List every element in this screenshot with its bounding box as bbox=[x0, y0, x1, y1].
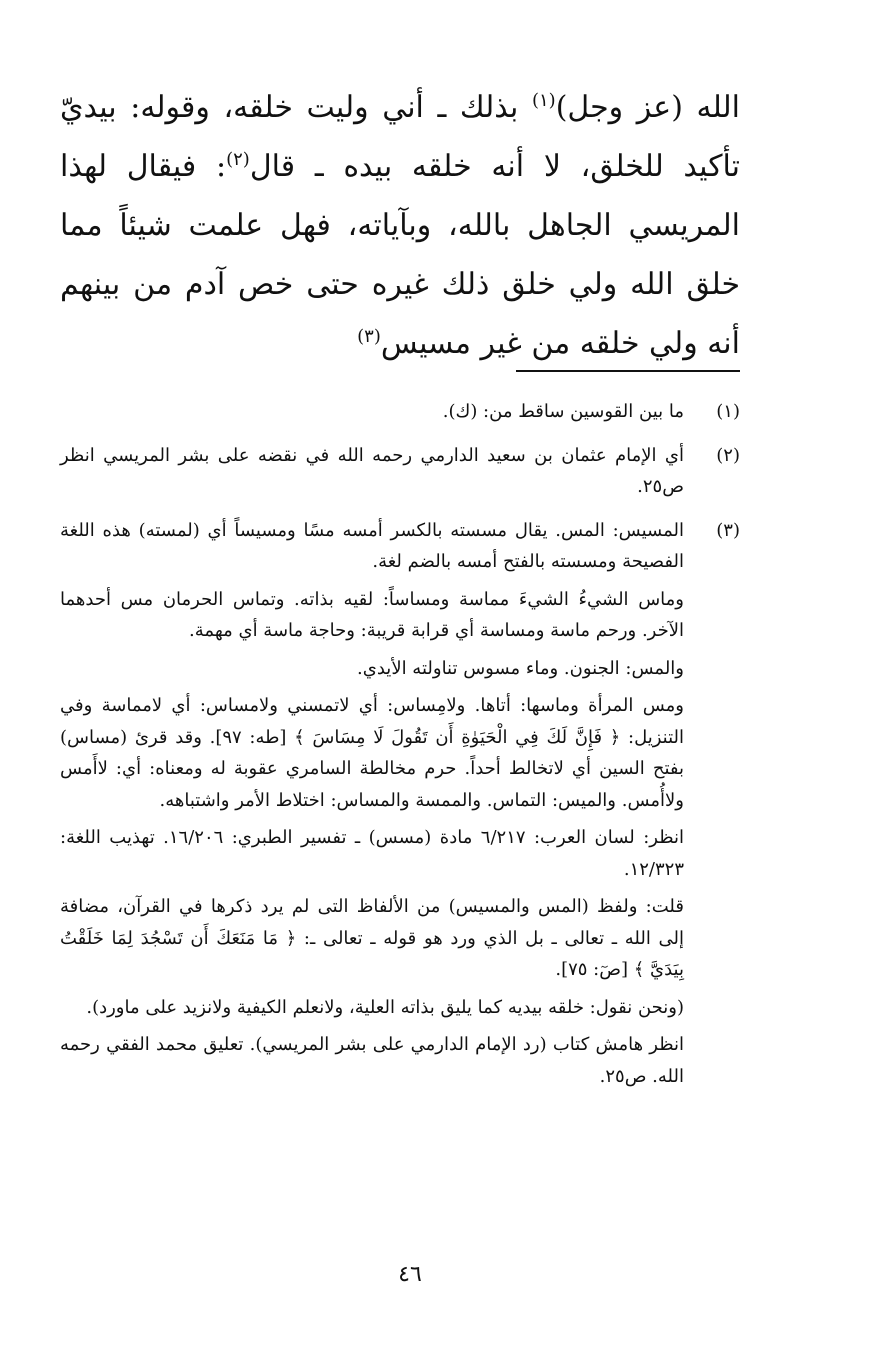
footnote-ref-2[interactable]: (٢) bbox=[226, 149, 250, 170]
main-text-part-3: : فيقال لهذا المريسي الجاهل بالله، وبآياته، فهل علمت شيئاً مما خلق الله ولي خلق ذلك غيره حتى خص آدم من بينهم أنه ولي خلقه من غير مسيس bbox=[60, 149, 740, 361]
footnote-separator bbox=[516, 370, 740, 372]
footnote-paragraph: والمس: الجنون. وماء مسوس تناولته الأيدي. bbox=[357, 657, 684, 679]
footnote-paragraph: أي الإمام عثمان بن سعيد الدارمي رحمه الله في نقضه على بشر المريسي انظر ص٢٥. bbox=[60, 444, 684, 497]
footnote-paragraph: (ونحن نقول: خلقه بيديه كما يليق بذاته العلية، ولانعلم الكيفية ولانزيد على ماورد). bbox=[86, 996, 684, 1018]
main-paragraph bbox=[60, 78, 740, 373]
footnote-ref-3[interactable]: (٣) bbox=[357, 326, 381, 347]
footnote-number: (١) bbox=[716, 401, 740, 422]
main-text bbox=[60, 78, 740, 373]
book-page bbox=[60, 78, 740, 1318]
footnote-paragraph: المسيس: المس. يقال مسسته بالكسر أمسه مسًا ومسيساً أي (لمسته) هذه اللغة الفصيحة ومسسته بالفتح أمسه بالضم لغة. bbox=[60, 519, 684, 572]
footnote-paragraph: وماس الشيءُ الشيءَ مماسة ومساساً: لقيه بذاته. وتماس الحرمان مس أحدهما الآخر. ورحم ماسة ومساسة أي قرابة قريبة: وحاجة ماسة أي مهمة. bbox=[60, 588, 684, 641]
footnote-paragraph: قلت: ولفظ (المس والمسيس) من الألفاظ التى لم يرد ذكرها في القرآن، مضافة إلى الله ـ تعالى ـ بل الذي ورد هو قوله ـ تعالى ـ: ﴿ مَا مَنَعَكَ أَن تَسْجُدَ لِمَا خَلَقْتُ بِيَدَيَّ ﴾ [صٓ: ٧٥]. bbox=[60, 896, 684, 980]
main-text-part-2: بذلك ـ أني وليت خلقه، وقوله: بيديّ تأكيد للخلق، لا أنه خلقه بيده ـ قال bbox=[60, 90, 740, 184]
footnote-1 bbox=[60, 396, 740, 434]
footnote-paragraph: ما بين القوسين ساقط من: (ك). bbox=[442, 401, 684, 422]
footnote-paragraph: انظر: لسان العرب: ٦/٢١٧ مادة (مسس) ـ تفسير الطبري: ١٦/٢٠٦. تهذيب اللغة: ١٢/٣٢٣. bbox=[60, 827, 685, 880]
page-number: ٤٦ bbox=[398, 1262, 422, 1287]
footnote-number: (٣) bbox=[716, 519, 740, 541]
footnote-body bbox=[60, 515, 684, 1099]
footnote-paragraph: انظر هامش كتاب (رد الإمام الدارمي على بشر المريسي). تعليق محمد الفقي رحمه الله. ص٢٥. bbox=[60, 1034, 684, 1087]
main-text-part-1: الله (عز وجل) bbox=[555, 90, 740, 125]
footnote-ref-1[interactable]: (١) bbox=[531, 90, 556, 111]
footnote-2 bbox=[60, 440, 740, 509]
footnotes bbox=[60, 396, 740, 1104]
footnote-body bbox=[60, 396, 684, 434]
footnote-number: (٢) bbox=[716, 444, 740, 466]
footnote-paragraph: ومس المرأة وماسها: أتاها. ولامِساس: أي لاتمسني ولامساس: أي لامماسة وفي التنزيل: ﴿ فَإِنَّ لَكَ فِي الْحَيَوٰةِ أَن تَقُولَ لَا مِسَاسَ ﴾ [طه: ٩٧]. وقد قرئ (مساس) بفتح السين أي لاتخالط أحداً. حرم مخالطة السامري عقوبة له ومعناه: أي: لاأَمس ولاأُمس. والميس: التماس. والممسة والمساس: اختلاط الأمر واشتباهه. bbox=[60, 695, 684, 811]
footnote-body bbox=[60, 440, 684, 509]
footnote-3 bbox=[60, 515, 740, 1099]
